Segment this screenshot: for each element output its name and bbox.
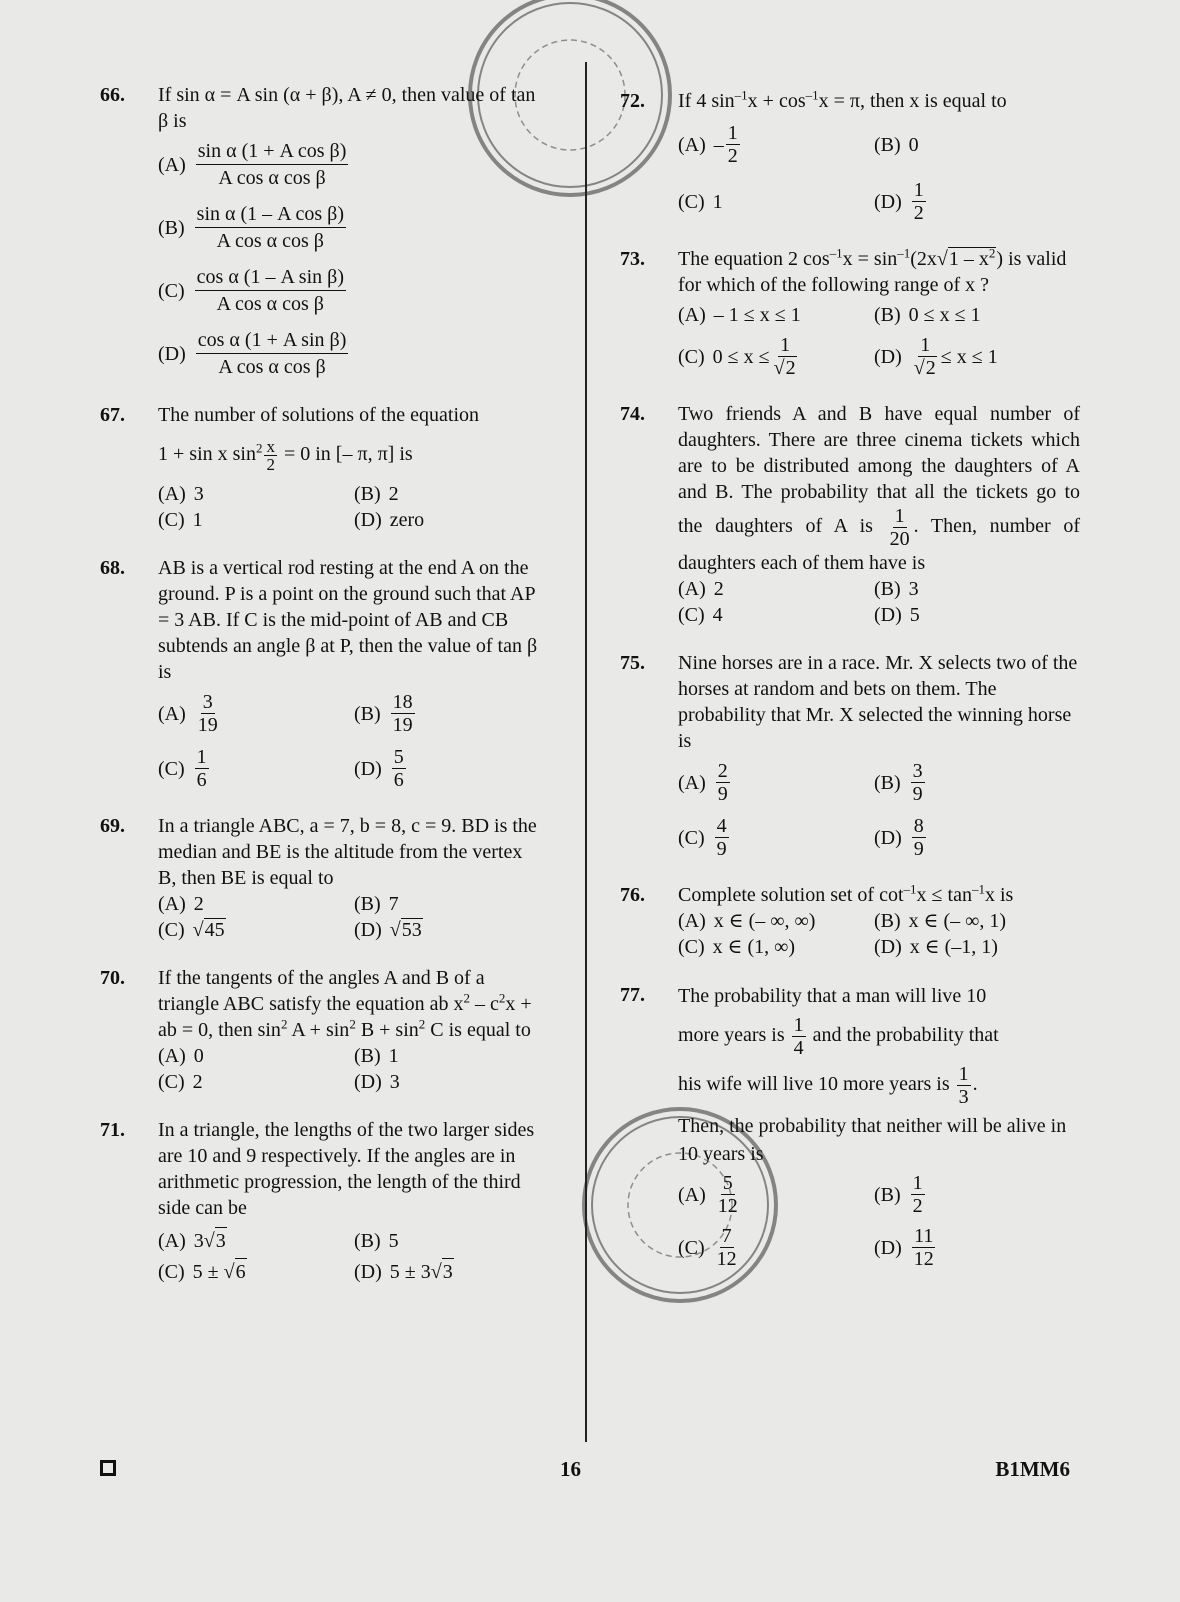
booklet-code: B1MM6 bbox=[995, 1457, 1070, 1481]
option-b: (B) 3 bbox=[874, 578, 919, 600]
option-d: (D) $\frac{1}{√2}$ ≤ x ≤ 1 bbox=[874, 334, 998, 379]
option-c: (C) 1 bbox=[678, 190, 723, 213]
question-number: 68. bbox=[100, 557, 125, 579]
question-67 bbox=[100, 402, 540, 533]
option-c: (C) 1 bbox=[158, 509, 203, 531]
option-a: (A) 2 bbox=[678, 578, 724, 600]
question-text: If 4 $\sin^{-1}x + \cos^{-1}x = \pi$, then x is equal to bbox=[678, 87, 1007, 112]
option-a: (A) 3 bbox=[158, 483, 204, 505]
option-b: (B) 1 bbox=[354, 1045, 399, 1067]
question-number: 76. bbox=[620, 884, 645, 906]
option-c: (C) 4 bbox=[678, 604, 723, 626]
option-a: (A) – $\frac{1}{2}$ bbox=[678, 122, 738, 167]
option-c: (C) √45 bbox=[158, 919, 225, 941]
option-b: (B) x ∈ (– ∞, 1) bbox=[874, 910, 1007, 932]
question-text: In a triangle, the lengths of the two larger sides are 10 and 9 respectively. If the angles are in arithmetic progression, the length of the third side can be bbox=[158, 1119, 535, 1219]
option-b: (B) $\frac{3}{9}$ bbox=[874, 760, 923, 805]
question-number: 75. bbox=[620, 652, 645, 674]
option-a: (A) 2 bbox=[158, 893, 204, 915]
question-number: 66. bbox=[100, 84, 125, 106]
option-d: (D) x ∈ (–1, 1) bbox=[874, 936, 998, 958]
option-c: (C) 0 ≤ x ≤ $\frac{1}{√2}$ bbox=[678, 334, 796, 379]
question-text: The probability that a man will live 10 more years is $\frac{1}{4}$ and the probability that his wife will live 10 more years is $\frac{1}{3}$ . Then, the probability that neither will be alive in 10 years is bbox=[678, 985, 1067, 1165]
option-b: (B) $\frac{\text{sin α (1 – A cos β)}}{\text{A cos α cos β}}$ bbox=[158, 203, 344, 252]
option-b: (B) $\frac{18}{19}$ bbox=[354, 691, 413, 736]
option-a: (A) $\frac{5}{12}$ bbox=[678, 1172, 738, 1217]
question-number: 73. bbox=[620, 248, 645, 270]
question-text: Two friends A and B have equal number of daughters. There are three cinema tickets which are to be distributed among the daughters of A and B. The probability that all the tickets go to the daughters of A is $\frac{1}{20}$ . Then, number of daughters each of them have is bbox=[678, 403, 1080, 574]
column-divider bbox=[585, 62, 587, 1442]
question-74 bbox=[620, 401, 1080, 628]
question-76 bbox=[620, 882, 1080, 960]
question-69 bbox=[100, 813, 540, 943]
option-b: (B) 0 bbox=[874, 133, 919, 156]
option-d: (D) 5 bbox=[874, 604, 920, 626]
option-b: (B) $\frac{1}{2}$ bbox=[874, 1172, 923, 1217]
question-text: The number of solutions of the equation bbox=[158, 404, 480, 426]
question-66 bbox=[100, 82, 540, 380]
option-d: (D) $\frac{\text{cos α (1 + A sin β)}}{\text{A cos α cos β}}$ bbox=[158, 329, 347, 378]
question-number: 71. bbox=[100, 1119, 125, 1141]
option-d: (D) 3 bbox=[354, 1071, 400, 1093]
option-d: (D) zero bbox=[354, 509, 425, 531]
question-text: If sin α = A sin (α + β), A ≠ 0, then value of tan β is bbox=[158, 84, 536, 132]
question-number: 74. bbox=[620, 403, 645, 425]
equation: 1 + sin x $\sin^2$ $\frac{x}{2}$ = 0 in [– π, π] is bbox=[158, 437, 413, 474]
question-71 bbox=[100, 1117, 540, 1285]
question-number: 70. bbox=[100, 967, 125, 989]
question-text: In a triangle ABC, a = 7, b = 8, c = 9. BD is the median and BE is the altitude from the vertex B, then BE is equal to bbox=[158, 815, 537, 889]
option-d: (D) $\frac{11}{12}$ bbox=[874, 1225, 934, 1270]
question-text: Nine horses are in a race. Mr. X selects two of the horses at random and bets on them. The probability that Mr. X selected the winning horse is bbox=[678, 652, 1078, 752]
option-a: (A) 3 √ 3 bbox=[158, 1227, 348, 1254]
question-68 bbox=[100, 555, 540, 791]
option-d: (D) 5 ± 3 √ 3 bbox=[354, 1258, 540, 1285]
question-text: Complete solution set of $\cot^{-1}x \le \tan^{-1}x$ is bbox=[678, 881, 1014, 906]
question-text: If the tangents of the angles A and B of a triangle ABC satisfy the equation ab $x^2 - c^2x$ + ab = 0, then $\sin^2 A + \sin^2 B + \sin^2 C$ is equal to bbox=[158, 967, 532, 1041]
option-a: (A) $\frac{\text{sin α (1 + A cos β)}}{\text{A cos α cos β}}$ bbox=[158, 140, 347, 189]
option-c: (C) $\frac{\text{cos α (1 – A sin β)}}{\text{A cos α cos β}}$ bbox=[158, 266, 344, 315]
question-text: AB is a vertical rod resting at the end A on the ground. P is a point on the ground such that AP = 3 AB. If C is the mid-point of AB and CB subtends an angle β at P, then the value of tan β is bbox=[158, 557, 538, 683]
question-75 bbox=[620, 650, 1080, 860]
question-77 bbox=[620, 982, 1080, 1270]
question-number: 77. bbox=[620, 984, 645, 1006]
option-d: (D) √53 bbox=[354, 919, 422, 941]
question-number: 69. bbox=[100, 815, 125, 837]
option-c: (C) $\frac{4}{9}$ bbox=[678, 815, 727, 860]
option-b: (B) 0 ≤ x ≤ 1 bbox=[874, 304, 981, 326]
corner-mark bbox=[100, 1460, 116, 1476]
page-number: 16 bbox=[560, 1457, 581, 1481]
question-number: 67. bbox=[100, 404, 125, 426]
option-b: (B) 2 bbox=[354, 483, 399, 505]
option-d: (D) $\frac{1}{2}$ bbox=[874, 179, 924, 224]
option-c: (C) $\frac{1}{6}$ bbox=[158, 746, 207, 791]
question-72 bbox=[620, 88, 1080, 224]
question-number: 72. bbox=[620, 90, 645, 112]
left-column bbox=[100, 82, 540, 1307]
question-70 bbox=[100, 965, 540, 1095]
option-d: (D) $\frac{5}{6}$ bbox=[354, 746, 404, 791]
option-c: (C) $\frac{7}{12}$ bbox=[678, 1225, 737, 1270]
option-a: (A) x ∈ (– ∞, ∞) bbox=[678, 910, 816, 932]
right-column bbox=[620, 88, 1080, 1292]
option-a: (A) 0 bbox=[158, 1045, 204, 1067]
question-73 bbox=[620, 246, 1080, 379]
question-text: The equation 2 $\cos^{-1}x = \sin^{-1}(2x√1 - x^2)$ is valid for which of the following range of x ? bbox=[678, 245, 1067, 296]
option-c: (C) x ∈ (1, ∞) bbox=[678, 936, 796, 958]
option-a: (A) $\frac{2}{9}$ bbox=[678, 760, 728, 805]
option-b: (B) 7 bbox=[354, 893, 399, 915]
option-a: (A) $\frac{3}{19}$ bbox=[158, 691, 218, 736]
option-c: (C) 5 ± √ 6 bbox=[158, 1258, 348, 1285]
option-c: (C) 2 bbox=[158, 1071, 203, 1093]
option-d: (D) $\frac{8}{9}$ bbox=[874, 815, 924, 860]
option-b: (B) 5 bbox=[354, 1229, 399, 1252]
option-a: (A) – 1 ≤ x ≤ 1 bbox=[678, 304, 801, 326]
